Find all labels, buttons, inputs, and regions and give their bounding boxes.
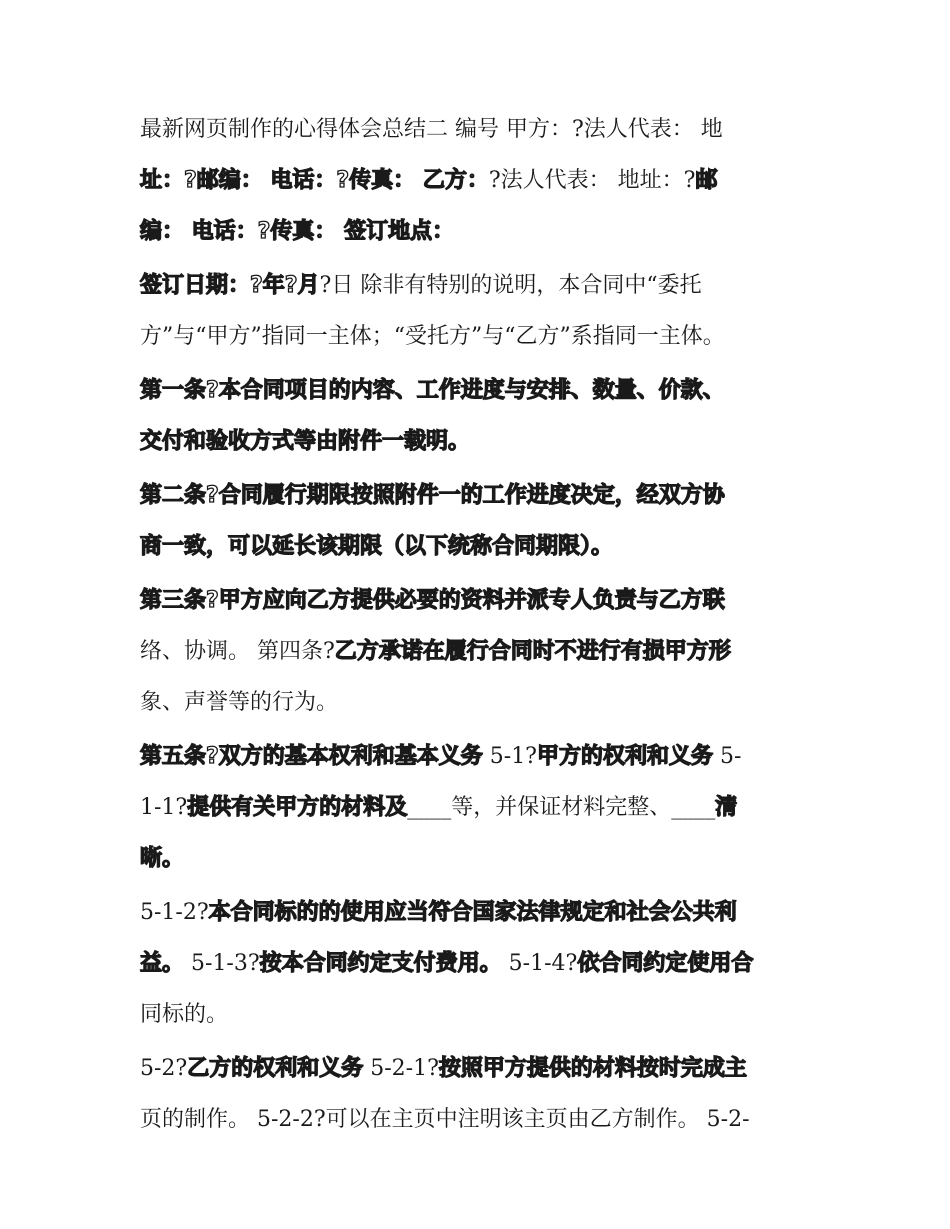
- text-line: [140, 521, 808, 572]
- text-run: 5-1-2?: [140, 900, 209, 925]
- text-line: [140, 989, 808, 1040]
- text-run: 5-2?: [140, 1056, 188, 1081]
- text-line: [140, 104, 808, 155]
- outlined-text-run: 本合同标的的使用应当符合国家法律规定和社会公共利: [208, 900, 737, 925]
- text-run: 同标的。: [140, 1002, 229, 1027]
- outlined-text-run: 乙方的权利和义务: [187, 1056, 364, 1081]
- text-run: 5-2-1?: [363, 1056, 439, 1081]
- text-run: ?日 除非有特别的说明，本合同中“委托: [319, 273, 702, 298]
- text-run: ?法人代表： 地址：?: [488, 168, 696, 193]
- text-line: [140, 677, 808, 728]
- paragraph: [140, 260, 808, 362]
- text-run: 5-1-3?: [184, 951, 260, 976]
- outlined-text-run: 按照甲方提供的材料按时完成主: [438, 1056, 747, 1081]
- text-run: 络、协调。 第四条?: [140, 639, 335, 664]
- outlined-text-run: 月: [297, 273, 320, 298]
- text-run: 5-1?: [482, 744, 537, 769]
- text-line: [140, 311, 808, 362]
- text-line: [140, 1094, 808, 1145]
- text-run: 5-1-4?: [501, 951, 578, 976]
- outlined-text-run: 邮: [695, 168, 718, 193]
- text-line: [140, 1043, 808, 1094]
- text-line: [140, 155, 808, 206]
- outlined-text-run: 提供有关甲方的材料及: [187, 795, 408, 820]
- text-line: [140, 833, 808, 884]
- text-line: [140, 782, 808, 833]
- paragraph: [140, 731, 808, 884]
- outlined-text-run: 交付和验收方式等由附件一载明。: [140, 429, 471, 454]
- outlined-text-run: 签订日期：?年?: [140, 273, 298, 298]
- outlined-text-run: 清: [715, 795, 738, 820]
- text-run: 象、声誉等的行为。: [140, 690, 339, 715]
- text-line: [140, 938, 808, 989]
- outlined-text-run: 乙方承诺在履行合同时不进行有损甲方形: [334, 639, 731, 664]
- paragraph: [140, 1043, 808, 1145]
- text-line: [140, 416, 808, 467]
- outlined-text-run: 甲方的权利和义务: [536, 744, 713, 769]
- outlined-text-run: 按本合同约定支付费用。: [259, 951, 502, 976]
- outlined-text-run: 第二条?合同履行期限按照附件一的工作进度决定，经双方协: [140, 483, 725, 508]
- paragraph: [140, 470, 808, 572]
- paragraph: [140, 104, 808, 257]
- text-run: 页的制作。 5-2-2?可以在主页中注明该主页由乙方制作。 5-2-: [140, 1107, 750, 1132]
- text-run: 最新网页制作的心得体会总结二 编号 甲方：?法人代表： 地: [140, 117, 723, 142]
- text-line: [140, 887, 808, 938]
- outlined-text-run: 依合同约定使用合: [577, 951, 754, 976]
- text-line: [140, 260, 808, 311]
- text-line: [140, 206, 808, 257]
- text-line: [140, 470, 808, 521]
- text-line: [140, 626, 808, 677]
- text-run: 1-1?: [140, 795, 188, 820]
- outlined-text-run: 晰。: [140, 846, 185, 871]
- paragraph: [140, 365, 808, 467]
- text-line: [140, 575, 808, 626]
- outlined-text-run: 编： 电话：?传真： 签订地点：: [140, 219, 455, 244]
- text-run: ____等，并保证材料完整、____: [407, 795, 716, 820]
- outlined-text-run: 益。: [140, 951, 185, 976]
- text-line: [140, 731, 808, 782]
- paragraph: [140, 887, 808, 1040]
- document-body: [140, 104, 808, 1148]
- text-run: 5-: [713, 744, 742, 769]
- outlined-text-run: 址：?邮编： 电话：?传真： 乙方：: [140, 168, 489, 193]
- outlined-text-run: 第三条?甲方应向乙方提供必要的资料并派专人负责与乙方联: [140, 588, 725, 613]
- outlined-text-run: 第一条?本合同项目的内容、工作进度与安排、数量、价款、: [140, 378, 725, 403]
- text-line: [140, 365, 808, 416]
- paragraph: [140, 575, 808, 728]
- outlined-text-run: 商一致，可以延长该期限（以下统称合同期限）。: [140, 534, 614, 559]
- outlined-text-run: 第五条?双方的基本权利和基本义务: [140, 744, 483, 769]
- text-run: 方”与“甲方”指同一主体；“受托方”与“乙方”系指同一主体。: [140, 324, 725, 349]
